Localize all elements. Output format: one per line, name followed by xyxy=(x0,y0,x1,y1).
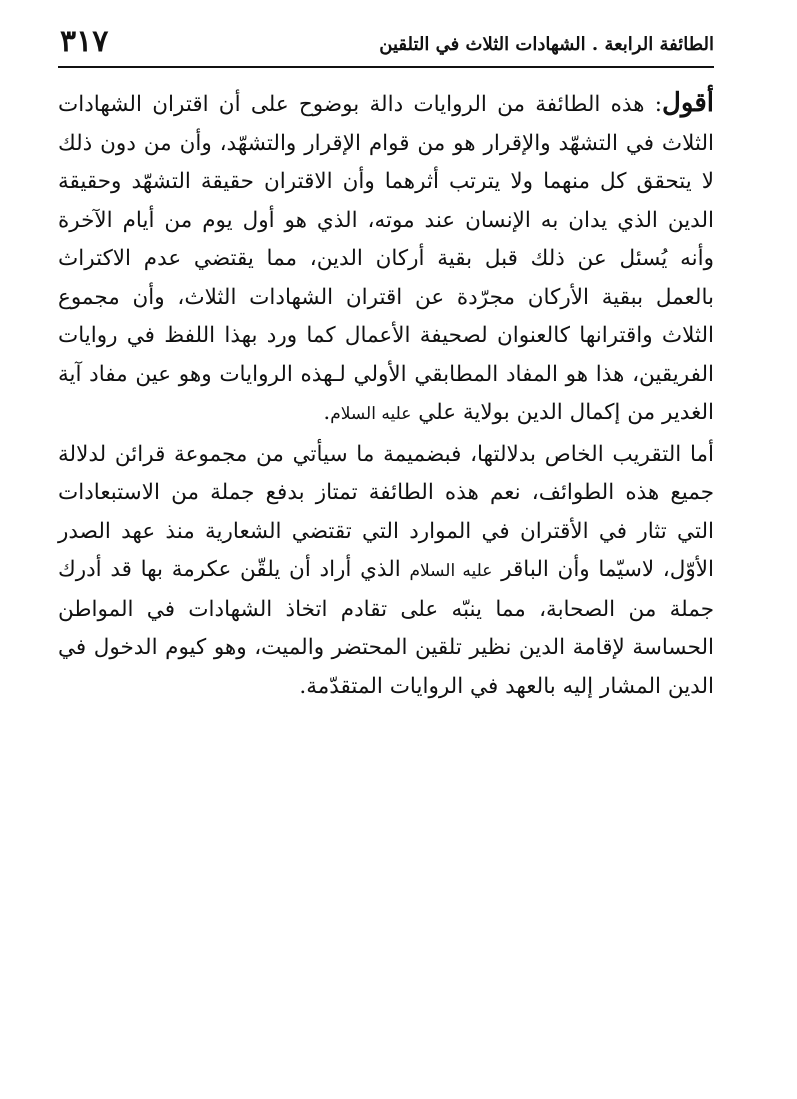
running-title: الطائفة الرابعة . الشهادات الثلاث في التلقين xyxy=(379,34,714,55)
honorific-mark: عليه السلام xyxy=(409,561,493,581)
paragraph-2 xyxy=(58,436,714,707)
lead-word: أقول xyxy=(662,88,714,118)
paragraph-2-text-b: الذي أراد أن يلقّن عكرمة بها قد أدرك جملة من الصحابة، مما ينبّه على تقادم اتخاذ الشهادات في المواطن الحساسة لإقامة الدين نظير تلقين المحتضر والميت، وهو كيوم الدخول في الدين المشار إليه بالعهد في الروايات المتقدّمة. xyxy=(58,557,714,699)
page-header xyxy=(58,22,714,68)
paragraph-1-text-b: . xyxy=(323,400,331,425)
page-number: ٣١٧ xyxy=(60,24,109,59)
honorific-mark: عليه السلام xyxy=(330,404,412,424)
body-text xyxy=(58,84,714,706)
paragraph-2-text-a: أما التقريب الخاص بدلالتها، فبضميمة ما سيأتي من مجموعة قرائن لدلالة جميع هذه الطوائف، نعم هذه الطائفة تمتاز بدفع جملة من الاستبعادات التي تثار في الأقتران في الموارد التي تقتضي الشعارية منذ عهد الصدر الأوّل، لاسيّما وأن الباقر xyxy=(58,441,714,582)
paragraph-1-text-a: : هذه الطائفة من الروايات دالة بوضوح على أن اقتران الشهادات الثلاث في التشهّد والإقرار هو من قوام الإقرار والتشهّد، وأن من دون ذلك لا يتحقق كل منهما ولا يترتب أثرهما وأن الاقتران حقيقة التشهّد وحقيقة الدين الذي يدان به الإنسان عند موته، الذي هو أول يوم من أيام الآخرة وأنه يُسئل عن ذلك قبل بقية أركان الدين، مما يقتضي عدم الاكتراث بالعمل ببقية الأركان مجرّدة عن اقتران الشهادات الثلاث، وأن مجموع الثلاث واقترانها كالعنوان لصحيفة الأعمال كما ورد بهذا اللفظ في روايات الفريقين، هذا هو المفاد المطابقي الأولي لـهذه الروايات وهو عين مفاد آية الغدير من إكمال الدين بولاية علي xyxy=(58,92,714,425)
paragraph-1 xyxy=(58,84,714,434)
